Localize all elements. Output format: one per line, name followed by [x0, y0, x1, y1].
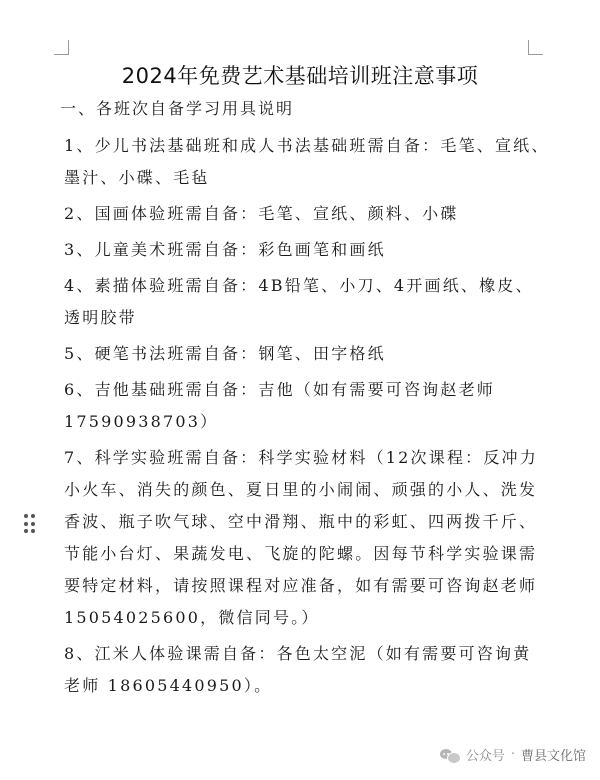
list-item-line: 17590938703） [64, 412, 219, 431]
watermark-platform: 公众号 [465, 749, 505, 764]
list-item [64, 130, 550, 194]
list-item-line: 墨汁、小碟、毛毡 [64, 168, 210, 187]
crop-mark-top-right [528, 40, 543, 55]
list-item-line: 老师 18605440950）。 [64, 676, 273, 695]
requirements-list [64, 130, 550, 702]
watermark-account: 曹县文化馆 [520, 749, 586, 764]
watermark-separator: · [510, 747, 515, 762]
list-item [64, 338, 542, 370]
watermark [440, 745, 586, 764]
list-item [64, 638, 542, 702]
list-item-line: 3、儿童美术班需自备：彩色画笔和画纸 [64, 240, 386, 259]
list-item-line: 节能小台灯、果蔬发电、飞旋的陀螺。因每节科学实验课需 [64, 544, 538, 563]
list-item-line: 2、国画体验班需自备：毛笔、宣纸、颜料、小碟 [64, 204, 459, 223]
section-heading: 一、各班次自备学习用具说明 [60, 99, 295, 118]
list-item-line: 6、吉他基础班需自备：吉他（如有需要可咨询赵老师 [64, 380, 495, 399]
list-item [64, 234, 542, 266]
list-item-line: 1、少儿书法基础班和成人书法基础班需自备：毛笔、宣纸、 [64, 136, 550, 155]
list-item [64, 270, 542, 334]
list-item-line: 香波、瓶子吹气球、空中滑翔、瓶中的彩虹、四两拨千斤、 [64, 512, 538, 531]
list-item-line: 7、科学实验班需自备：科学实验材料（12次课程：反冲力 [64, 448, 538, 467]
list-item [64, 442, 542, 634]
list-item [64, 198, 542, 230]
list-item-line: 透明胶带 [64, 308, 137, 327]
crop-mark-top-left [54, 40, 69, 55]
list-item-line: 15054025600，微信同号。） [64, 608, 320, 627]
wechat-icon [440, 747, 460, 763]
list-item-line: 5、硬笔书法班需自备：钢笔、田字格纸 [64, 344, 386, 363]
list-item-line: 要特定材料，请按照课程对应准备，如有需要可咨询赵老师 [64, 576, 538, 595]
list-item-line: 小火车、消失的颜色、夏日里的小闹闹、顽强的小人、洗发 [64, 480, 538, 499]
list-item-line: 8、江米人体验课需自备：各色太空泥（如有需要可咨询黄 [64, 644, 532, 663]
document-title: 2024年免费艺术基础培训班注意事项 [121, 64, 479, 88]
list-item-line: 4、素描体验班需自备：4B铅笔、小刀、4开画纸、橡皮、 [64, 276, 534, 295]
list-item [64, 374, 542, 438]
drag-handle-icon[interactable] [24, 514, 36, 534]
